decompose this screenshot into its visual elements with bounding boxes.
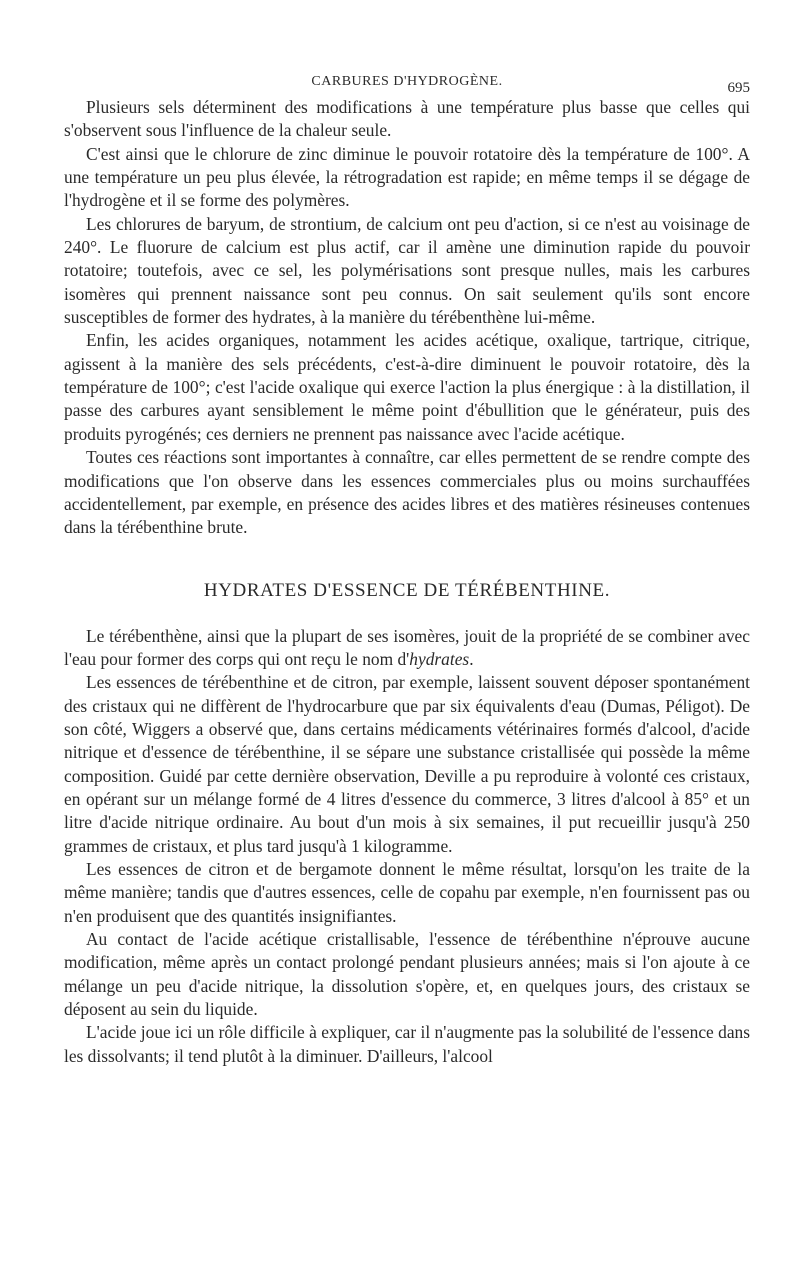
paragraph-hydrates bbox=[64, 625, 750, 672]
page-header bbox=[64, 60, 750, 96]
running-title: CARBURES D'HYDROGÈNE. bbox=[311, 74, 503, 89]
paragraph: Les chlorures de baryum, de strontium, de calcium ont peu d'action, si ce n'est au voisinage de 240°. Le fluorure de calcium est plus actif, car il amène une diminution rapide du pouvoir rotatoire; toutefois, avec ce sel, les polymérisations sont presque nulles, mais les carbures isomères qui prennent naissance sont peu connus. On sait seulement qu'ils sont encore susceptibles de former des hydrates, à la manière du térébenthène lui-même. bbox=[64, 213, 750, 328]
paragraph-text-end: . bbox=[469, 648, 474, 669]
paragraph: C'est ainsi que le chlorure de zinc diminue le pouvoir rotatoire dès la température de 100°. A une température un peu plus élevée, la rétrogradation est rapide; en même temps il se dégage de l'hydrogène et il se forme des polymères. bbox=[64, 143, 750, 211]
paragraph: Au contact de l'acide acétique cristallisable, l'essence de térébenthine n'éprouve aucune modification, même après un contact prolongé pendant plusieurs années; mais si l'on ajoute à ce mélange un peu d'acide nitrique, la dissolution s'opère, et, en quelques jours, des cristaux se déposent au sein du liquide. bbox=[64, 929, 750, 1020]
paragraph: Les essences de citron et de bergamote donnent le même résultat, lorsqu'on les traite de la même manière; tandis que d'autres essences, celle de copahu par exemple, n'en fournissent pas ou n'en produisent que des quantités insignifiantes. bbox=[64, 858, 750, 926]
paragraph: Plusieurs sels déterminent des modifications à une température plus basse que celles qui s'observent sous l'influence de la chaleur seule. bbox=[64, 97, 750, 141]
paragraph: Enfin, les acides organiques, notamment les acides acétique, oxalique, tartrique, citrique, agissent à la manière des sels précédents, c'est-à-dire diminuent le pouvoir rotatoire, dès la température de 100°; c'est l'acide oxalique qui exerce l'action la plus énergique : à la distillation, il passe des carbures ayant sensiblement le même point d'ébullition que le générateur, puis des produits pyrogénés; ces derniers ne prennent pas naissance avec l'acide acétique. bbox=[64, 330, 750, 444]
page-number: 695 bbox=[727, 80, 750, 96]
paragraph-text: Le térébenthène, ainsi que la plupart de ses isomères, jouit de la propriété de se combiner avec l'eau pour former des corps qui ont reçu le nom d' bbox=[64, 625, 750, 669]
book-page bbox=[64, 60, 750, 1260]
emphasized-term: hydrates bbox=[409, 648, 470, 669]
paragraph: L'acide joue ici un rôle difficile à expliquer, car il n'augmente pas la solubilité de l'essence dans les dissolvants; il tend plutôt à la diminuer. D'ailleurs, l'alcool bbox=[64, 1022, 750, 1066]
section-title: HYDRATES D'ESSENCE DE TÉRÉBENTHINE. bbox=[203, 579, 611, 601]
paragraph: Les essences de térébenthine et de citron, par exemple, laissent souvent déposer spontanément des cristaux qui ne diffèrent de l'hydrocarbure que par six équivalents d'eau (Dumas, Péligot). De son côté, Wiggers a observé que, dans certains médicaments vétérinaires formés d'alcool, d'acide nitrique et d'essence de térébenthine, il se sépare une substance cristallisée qui possède la même composition. Guidé par cette dernière observation, Deville a pu reproduire à volonté ces cristaux, en opérant sur un mélange formé de 4 litres d'essence du commerce, 3 litres d'alcool à 85° et un litre d'acide nitrique ordinaire. Au bout d'un mois à six semaines, il put recueillir jusqu'à 250 grammes de cristaux, et plus tard jusqu'à 1 kilogramme. bbox=[64, 672, 750, 856]
paragraph: Toutes ces réactions sont importantes à connaître, car elles permettent de se rendre compte des modifications que l'on observe dans les essences commerciales plus ou moins surchauffées accidentellement, par exemple, en présence des acides libres et des matières résineuses contenues dans la térébenthine brute. bbox=[64, 447, 750, 538]
